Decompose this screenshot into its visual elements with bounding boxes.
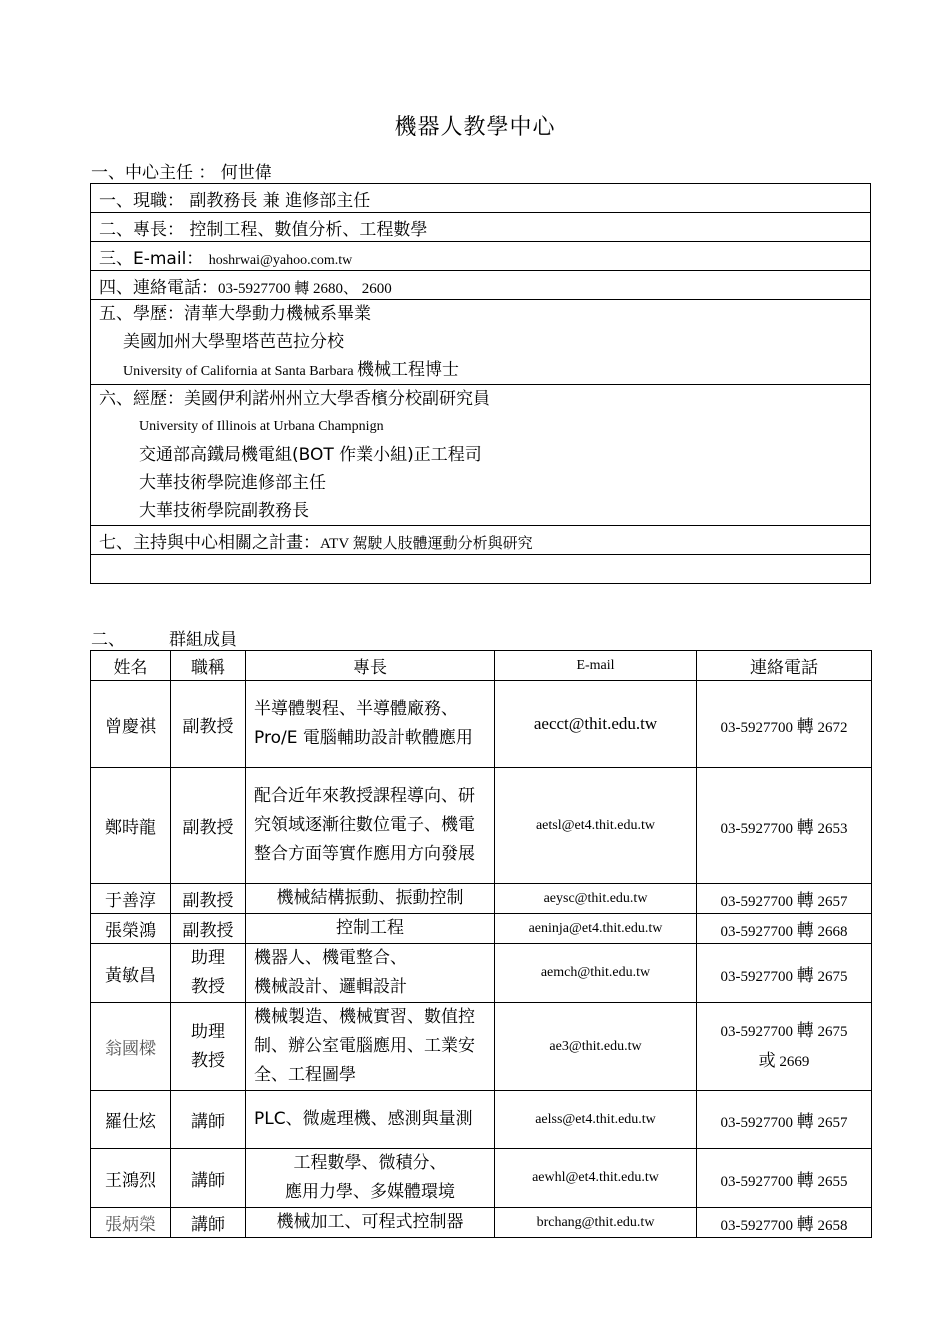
project-value: ATV 駕駛人肢體運動分析與研究 [320, 535, 533, 552]
member-phone: 03-5927700 轉 2657 [697, 1091, 872, 1149]
table-header-row [91, 651, 872, 681]
education-line-3-zh: 機械工程博士 [357, 360, 460, 380]
member-title: 助理 教授 [171, 944, 246, 1003]
education-line-3-en: University of California at Santa Barbara [123, 364, 358, 379]
member-phone: 03-5927700 轉 2657 [697, 884, 872, 914]
experience-line-3: 交通部高鐵局機電組(BOT 作業小組)正工程司 [139, 445, 482, 465]
member-phone: 03-5927700 轉 2655 [697, 1149, 872, 1208]
table-row [91, 1003, 872, 1091]
member-phone: 03-5927700 轉 2658 [697, 1208, 872, 1238]
member-email: aelss@et4.thit.edu.tw [495, 1091, 697, 1149]
members-heading-text: 群組成員 [169, 630, 237, 650]
member-phone: 03-5927700 轉 2675 或 2669 [697, 1003, 872, 1091]
header-name: 姓名 [91, 651, 171, 681]
phone-label: 四、連絡電話： [99, 277, 218, 298]
member-title: 助理 教授 [171, 1003, 246, 1091]
member-name: 王鴻烈 [91, 1149, 171, 1208]
member-title: 副教授 [171, 884, 246, 914]
table-row [91, 1208, 872, 1238]
education-row [91, 300, 871, 385]
email-label: 三、E-mail： [99, 248, 209, 269]
member-expertise: 機械加工、可程式控制器 [246, 1208, 495, 1238]
member-phone: 03-5927700 轉 2668 [697, 914, 872, 944]
member-title: 副教授 [171, 768, 246, 884]
table-row [91, 768, 872, 884]
member-email: aewhl@et4.thit.edu.tw [495, 1149, 697, 1208]
experience-row [91, 385, 871, 526]
member-name: 于善淳 [91, 884, 171, 914]
members-heading-number: 二、 [91, 630, 125, 650]
member-expertise: 控制工程 [246, 914, 495, 944]
header-title: 職稱 [171, 651, 246, 681]
phone-value: 03-5927700 轉 2680、 2600 [218, 280, 392, 297]
member-name: 張炳榮 [91, 1208, 171, 1238]
table-row [91, 884, 872, 914]
member-name: 翁國樑 [91, 1003, 171, 1091]
page-title: 機器人教學中心 [394, 115, 556, 140]
header-expertise: 專長 [246, 651, 495, 681]
experience-line-2: University of Illinois at Urbana Champnign [139, 419, 384, 434]
education-line-2: 美國加州大學聖塔芭芭拉分校 [123, 332, 344, 352]
email-value: hoshrwai@yahoo.com.tw [208, 252, 353, 268]
empty-row [91, 555, 871, 584]
director-info-table [90, 183, 871, 584]
member-email: aeysc@thit.edu.tw [495, 884, 697, 914]
member-email: aeninja@et4.thit.edu.tw [495, 914, 697, 944]
table-row [91, 914, 872, 944]
director-heading: 一、中心主任 ： 何世偉 [91, 163, 272, 183]
member-title: 副教授 [171, 681, 246, 768]
member-expertise: PLC、微處理機、感測與量測 [246, 1091, 495, 1149]
member-email: aecct@thit.edu.tw [495, 681, 697, 768]
experience-line-1: 六、經歷：美國伊利諾州州立大學香檳分校副研究員 [99, 389, 490, 409]
table-row [91, 1149, 872, 1208]
member-title: 講師 [171, 1208, 246, 1238]
member-name: 曾慶祺 [91, 681, 171, 768]
member-name: 羅仕炫 [91, 1091, 171, 1149]
member-expertise: 半導體製程、半導體廠務、Pro/E 電腦輔助設計軟體應用 [246, 681, 495, 768]
members-heading [91, 625, 237, 650]
member-expertise: 機械結構振動、振動控制 [246, 884, 495, 914]
member-email: ae3@thit.edu.tw [495, 1003, 697, 1091]
member-title: 講師 [171, 1091, 246, 1149]
table-row [91, 944, 872, 1003]
member-name: 鄭時龍 [91, 768, 171, 884]
member-name: 張榮鴻 [91, 914, 171, 944]
experience-line-5: 大華技術學院副教務長 [139, 501, 309, 521]
header-email: E-mail [495, 651, 697, 681]
member-phone: 03-5927700 轉 2675 [697, 944, 872, 1003]
member-expertise: 機器人、機電整合、 機械設計、邏輯設計 [246, 944, 495, 1003]
member-phone: 03-5927700 轉 2672 [697, 681, 872, 768]
phone-row [91, 271, 871, 300]
member-email: aemch@thit.edu.tw [495, 944, 697, 1003]
member-email: aetsl@et4.thit.edu.tw [495, 768, 697, 884]
member-email: brchang@thit.edu.tw [495, 1208, 697, 1238]
member-title: 講師 [171, 1149, 246, 1208]
members-table [90, 650, 872, 1238]
education-line-3 [99, 356, 870, 384]
member-phone: 03-5927700 轉 2653 [697, 768, 872, 884]
member-expertise: 工程數學、微積分、 應用力學、多媒體環境 [246, 1149, 495, 1208]
current-position-row: 一、現職： 副教務長 兼 進修部主任 [91, 184, 871, 213]
email-row [91, 242, 871, 271]
experience-line-4: 大華技術學院進修部主任 [139, 473, 326, 493]
member-title: 副教授 [171, 914, 246, 944]
project-row [91, 526, 871, 555]
education-line-1: 五、學歷：清華大學動力機械系畢業 [99, 304, 371, 324]
member-name: 黃敏昌 [91, 944, 171, 1003]
member-expertise: 配合近年來教授課程導向、研究領域逐漸往數位電子、機電整合方面等實作應用方向發展 [246, 768, 495, 884]
expertise-row: 二、專長： 控制工程、數值分析、工程數學 [91, 213, 871, 242]
member-expertise: 機械製造、機械實習、數值控制、辦公室電腦應用、工業安全、工程圖學 [246, 1003, 495, 1091]
table-row [91, 681, 872, 768]
project-label: 七、主持與中心相關之計畫： [99, 532, 320, 553]
header-phone: 連絡電話 [697, 651, 872, 681]
table-row [91, 1091, 872, 1149]
